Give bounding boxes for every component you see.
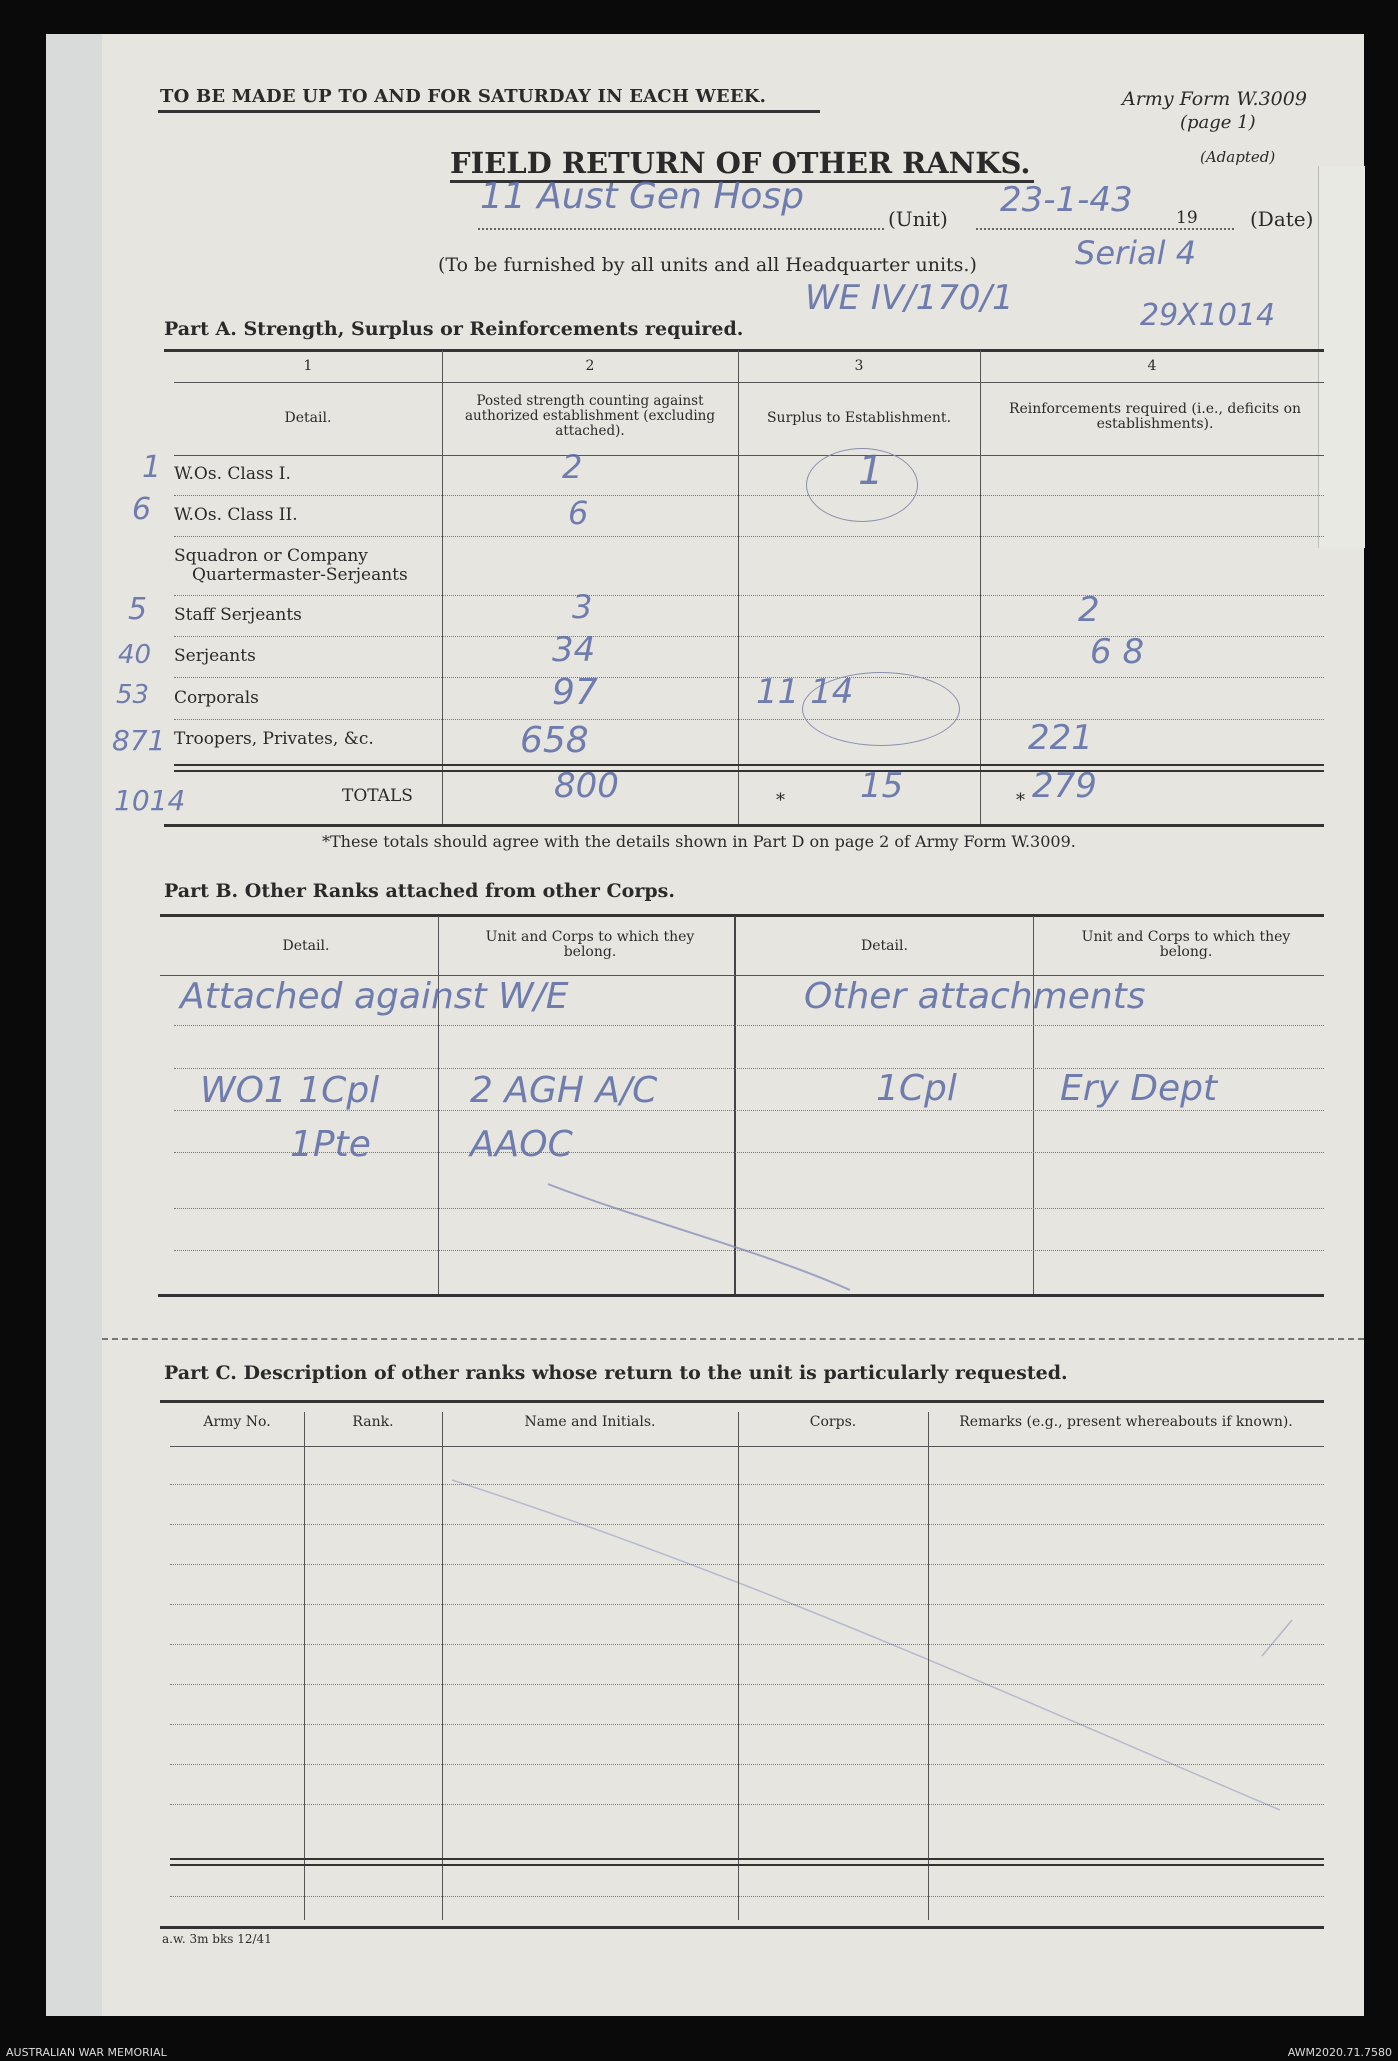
strength-staff-serjeants: 3: [572, 588, 593, 626]
part-b-header-unit: Unit and Corps to which they belong.: [1081, 929, 1291, 960]
adapted-note: (Adapted): [1200, 148, 1276, 166]
fold-line: [102, 1338, 1364, 1340]
part-c-header-remarks: Remarks (e.g., present whereabouts if known).: [959, 1414, 1293, 1430]
col-header-strength: Posted strength counting against authorized establishment (excluding attached).: [464, 393, 716, 439]
handwritten-unit: 11 Aust Gen Hosp: [480, 176, 805, 217]
unit-label: (Unit): [888, 207, 948, 231]
part-b-header-detail: Detail.: [282, 938, 330, 954]
row-rule: [170, 1644, 1324, 1645]
row-rule: [170, 1804, 1324, 1805]
form-title: FIELD RETURN OF OTHER RANKS.: [450, 146, 1031, 180]
row-rule: [170, 1484, 1324, 1485]
part-c-double-rule: [170, 1864, 1324, 1866]
part-c-heading: Part C. Description of other ranks whose return to the unit is particularly requested.: [164, 1362, 1068, 1384]
handwritten-date: 23-1-43: [1000, 180, 1133, 220]
handwritten-we-ref: WE IV/170/1: [805, 278, 1014, 318]
row-label-wo1: W.Os. Class I.: [174, 464, 291, 484]
part-c-col-divider: [738, 1412, 739, 1920]
col-header-surplus: Surplus to Establishment.: [766, 410, 952, 426]
print-code: a.w. 3m bks 12/41: [162, 1932, 272, 1946]
total-reinf: 279: [1032, 766, 1097, 806]
strength-wo1: 2: [562, 448, 583, 486]
part-a-heading: Part A. Strength, Surplus or Reinforcements required.: [164, 318, 744, 340]
margin-note: 1: [142, 450, 162, 485]
margin-note: 5: [128, 592, 148, 627]
handwritten-attached-detail: WO1 1Cpl: [200, 1070, 380, 1111]
part-c-col-divider: [442, 1412, 443, 1920]
handwritten-attached-title: Attached against W/E: [180, 976, 569, 1017]
row-label-staff-serjeants: Staff Serjeants: [174, 605, 302, 625]
handwritten-other-title: Other attachments: [804, 976, 1146, 1017]
margin-note: 6: [132, 492, 152, 527]
army-form-number: Army Form W.3009: [1122, 88, 1307, 110]
surplus-wo1: 1: [858, 448, 884, 494]
part-b-header-unit: Unit and Corps to which they belong.: [485, 929, 695, 960]
footer-accession: AWM2020.71.7580: [1287, 2046, 1392, 2059]
handwritten-other-unit: Ery Dept: [1060, 1068, 1218, 1109]
reinf-asterisk: *: [1016, 790, 1025, 811]
part-a-footnote: *These totals should agree with the details shown in Part D on page 2 of Army Form W.3009.: [322, 832, 1076, 851]
handwritten-other-detail: 1Cpl: [876, 1068, 957, 1109]
row-rule: [170, 1564, 1324, 1565]
year-prefix: 19: [1176, 208, 1198, 228]
part-b-heading: Part B. Other Ranks attached from other Corps.: [164, 880, 675, 902]
row-label-troopers: Troopers, Privates, &c.: [174, 729, 374, 749]
part-b-header-detail: Detail.: [861, 938, 908, 954]
part-c-header-corps: Corps.: [809, 1414, 857, 1430]
col-number: 3: [854, 358, 864, 374]
total-surplus: 15: [860, 766, 904, 806]
row-rule: [170, 1524, 1324, 1525]
handwritten-attached-unit: 2 AGH A/C: [470, 1070, 658, 1111]
form-subtitle: (To be furnished by all units and all Headquarter units.): [438, 254, 977, 276]
margin-note: 871: [112, 724, 166, 757]
part-c-header-rank: Rank.: [352, 1414, 394, 1430]
handwritten-attached-detail: 1Pte: [290, 1124, 371, 1165]
part-c-top-rule: [160, 1400, 1324, 1403]
part-c-double-rule: [170, 1858, 1324, 1860]
part-c-col-divider: [928, 1412, 929, 1920]
row-rule: [170, 1724, 1324, 1725]
part-c-header-army-no: Army No.: [203, 1414, 271, 1430]
handwritten-serial: Serial 4: [1075, 234, 1197, 272]
row-label-cqms-2: Quartermaster-Serjeants: [192, 565, 408, 585]
reinf-troopers: 221: [1028, 718, 1093, 758]
row-rule: [170, 1684, 1324, 1685]
col-header-detail: Detail.: [284, 410, 332, 426]
row-rule: [170, 1764, 1324, 1765]
margin-note: 1014: [114, 784, 186, 817]
part-c-bottom-rule: [160, 1926, 1324, 1929]
part-c-col-divider: [304, 1412, 305, 1920]
strength-serjeants: 34: [552, 630, 596, 670]
row-label-cqms: Squadron or Company: [174, 546, 368, 566]
weekly-instruction: TO BE MADE UP TO AND FOR SATURDAY IN EACH WEEK.: [160, 86, 767, 107]
handwritten-attached-unit: AAOC: [470, 1124, 573, 1165]
reinf-staff-serjeants: 2: [1078, 590, 1100, 630]
total-strength: 800: [554, 766, 619, 806]
part-c-header-rule: [170, 1446, 1324, 1447]
totals-label: TOTALS: [342, 786, 413, 806]
strength-corporals: 97: [552, 672, 598, 713]
row-label-wo2: W.Os. Class II.: [174, 505, 298, 525]
surplus-corporals: 11 14: [756, 672, 854, 712]
footer-institution: AUSTRALIAN WAR MEMORIAL: [6, 2046, 167, 2059]
row-rule: [170, 1604, 1324, 1605]
col-number: 4: [1147, 358, 1157, 374]
margin-note: 40: [118, 640, 152, 670]
part-c-header-name: Name and Initials.: [524, 1414, 656, 1430]
col-number: 2: [585, 358, 595, 374]
page-number: (page 1): [1180, 112, 1256, 133]
reinf-serjeants: 6 8: [1090, 632, 1145, 672]
col-header-reinforcements: Reinforcements required (i.e., deficits on establishments).: [1008, 401, 1302, 432]
strength-troopers: 658: [520, 720, 589, 761]
date-label: (Date): [1250, 207, 1314, 231]
row-label-serjeants: Serjeants: [174, 646, 256, 666]
col-number: 1: [303, 358, 313, 374]
surplus-asterisk: *: [776, 790, 785, 811]
handwritten-code: 29X1014: [1140, 298, 1276, 333]
strength-wo2: 6: [568, 494, 589, 532]
row-label-corporals: Corporals: [174, 688, 259, 708]
margin-note: 53: [116, 680, 150, 710]
row-rule: [170, 1896, 1324, 1897]
